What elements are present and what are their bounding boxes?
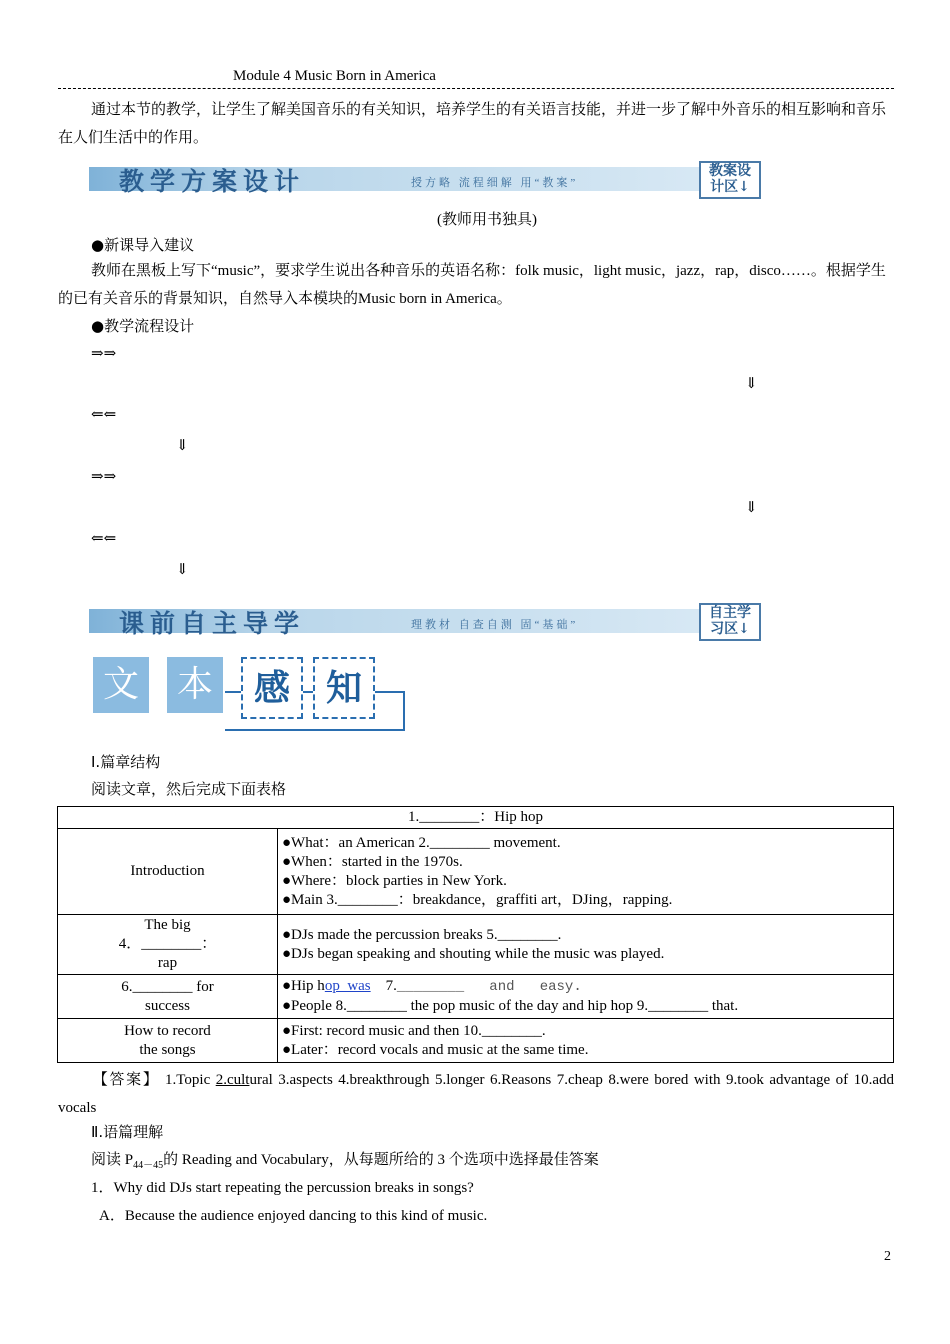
question-1-option-a: A．Because the audience enjoyed dancing to this kind of music.: [99, 1208, 488, 1224]
cell-line: ●DJs made the percussion breaks 5.________.: [282, 926, 562, 943]
banner-title: 教学方案设计: [119, 167, 306, 196]
cell-line: How to record: [124, 1022, 211, 1039]
banner-tag-line1: 自主学: [709, 605, 751, 621]
answers-label: 【答案】: [91, 1072, 160, 1088]
table-row: [58, 829, 894, 915]
structure-table: [57, 806, 894, 1063]
cell-line: success: [145, 997, 190, 1014]
question-1: 1．Why did DJs start repeating the percussion breaks in songs?: [91, 1180, 474, 1196]
table-right-cell: [278, 829, 894, 915]
answers-paragraph: [58, 1066, 894, 1122]
table-row: [58, 1019, 894, 1063]
cell-text: 7.: [370, 978, 397, 994]
instruction-text: 的 Reading and Vocabulary，从每题所给的 3 个选项中选择最佳答案: [163, 1152, 599, 1168]
cell-line: 6.________ for: [121, 978, 214, 995]
flow-arrow-down-2: ⇓: [176, 438, 189, 454]
banner-tag-box: [699, 161, 761, 199]
flow-arrow-right-1: ⇒⇒: [91, 346, 117, 362]
cell-text: ●Hip h: [282, 978, 325, 994]
table-row: [58, 975, 894, 1019]
table-left-cell: [58, 829, 278, 915]
cell-line: ●DJs began speaking and shouting while the music was played.: [282, 945, 665, 962]
cell-line: 4．________：: [118, 936, 217, 952]
cell-line: rap: [157, 955, 178, 971]
title-right-line: [403, 691, 405, 731]
table-row: [58, 807, 894, 829]
title-char-4: 知: [313, 657, 375, 719]
cell-line: ●Where：block parties in New York.: [282, 872, 507, 889]
part2-instruction: [91, 1150, 599, 1176]
table-right-cell: [278, 915, 894, 975]
cell-line: the songs: [139, 1041, 196, 1058]
intro-text: 教师在黑板上写下“music”，要求学生说出各种音乐的英语名称：folk music，light music，jazz，rap，disco……。根据学生的已有关音乐的背景知识，自然导入本模块的Music born in America。: [58, 263, 886, 307]
cell-line: ●Main 3.________：breakdance，graffiti art，DJing，rapping.: [282, 891, 673, 908]
cell-line: ●First: record music and then 10.________.: [282, 1022, 546, 1039]
title-char-2: 本: [167, 657, 223, 713]
cell-line: Introduction: [130, 863, 205, 879]
banner-tag-line1: 教案设: [709, 163, 751, 179]
title-char-3: 感: [241, 657, 303, 719]
text-perception-title: [91, 653, 407, 745]
banner-preview-study: [89, 600, 762, 640]
title-char-1: 文: [93, 657, 149, 713]
cell-text-link[interactable]: op was: [324, 978, 371, 994]
instruction-text: 阅读 P: [91, 1152, 134, 1168]
table-left-cell: [58, 975, 278, 1019]
banner-title: 课前自主导学: [119, 609, 306, 638]
cell-line: The big: [144, 917, 191, 933]
cell-line: ●People 8.________ the pop music of the day and hip hop 9.________ that.: [282, 998, 739, 1014]
banner-teaching-design: [89, 158, 762, 198]
flow-arrow-right-2: ⇒⇒: [91, 469, 117, 485]
answers-text: 1.Topic: [159, 1072, 216, 1088]
flow-arrow-left-1: ⇐⇐: [91, 407, 117, 423]
answers-text: ural 3.aspects 4.breakthrough 5.longer 6.Reasons 7.cheap 8.were bored with 9.took advantage of 10.add vocals: [58, 1072, 894, 1116]
part2-heading: Ⅱ.语篇理解: [91, 1123, 164, 1141]
instruction-subscript: 44－45: [133, 1160, 164, 1171]
flow-heading: ●教学流程设计: [91, 317, 195, 335]
part1-heading: Ⅰ.篇章结构: [91, 753, 161, 771]
answers-text-underlined: 2.cult: [215, 1072, 250, 1088]
table-left-cell: [58, 915, 278, 975]
cell-text: ________ and easy.: [396, 979, 582, 995]
title-bottom-line: [225, 729, 405, 731]
flow-arrow-down-3: ⇓: [745, 500, 758, 516]
part1-instruction: 阅读文章，然后完成下面表格: [91, 782, 287, 798]
flow-arrow-down-4: ⇓: [176, 562, 189, 578]
table-row: [58, 915, 894, 975]
cell-line: [282, 977, 889, 997]
banner-subtitle: 授方略 流程细解 用“教案”: [411, 177, 579, 189]
page-number: 2: [884, 1249, 891, 1264]
teacher-note: (教师用书独具): [437, 212, 537, 228]
banner-subtitle: 理教材 自查自测 固“基础”: [411, 619, 579, 631]
banner-tag-line2: 习区↓: [710, 621, 750, 637]
header-dashed-rule: [58, 88, 894, 89]
intro-heading: ●新课导入建议: [91, 236, 195, 254]
flow-arrow-left-2: ⇐⇐: [91, 531, 117, 547]
banner-tag-box: [699, 603, 761, 641]
table-right-cell: [278, 1019, 894, 1063]
cell-line: ●Later：record vocals and music at the same time.: [282, 1041, 589, 1058]
banner-tag-line2: 计区↓: [710, 179, 750, 195]
table-title-cell: 1.________：Hip hop: [58, 807, 894, 829]
cell-line: ●When：started in the 1970s.: [282, 853, 463, 870]
cell-line: ●What：an American 2.________ movement.: [282, 834, 561, 851]
table-right-cell: [278, 975, 894, 1019]
flow-arrow-down-1: ⇓: [745, 376, 758, 392]
table-left-cell: [58, 1019, 278, 1063]
intro-paragraph: 通过本节的教学，让学生了解美国音乐的有关知识，培养学生的有关语言技能，并进一步了解中外音乐的相互影响和音乐在人们生活中的作用。: [58, 102, 887, 146]
page-header-title: Module 4 Music Born in America: [233, 68, 436, 84]
